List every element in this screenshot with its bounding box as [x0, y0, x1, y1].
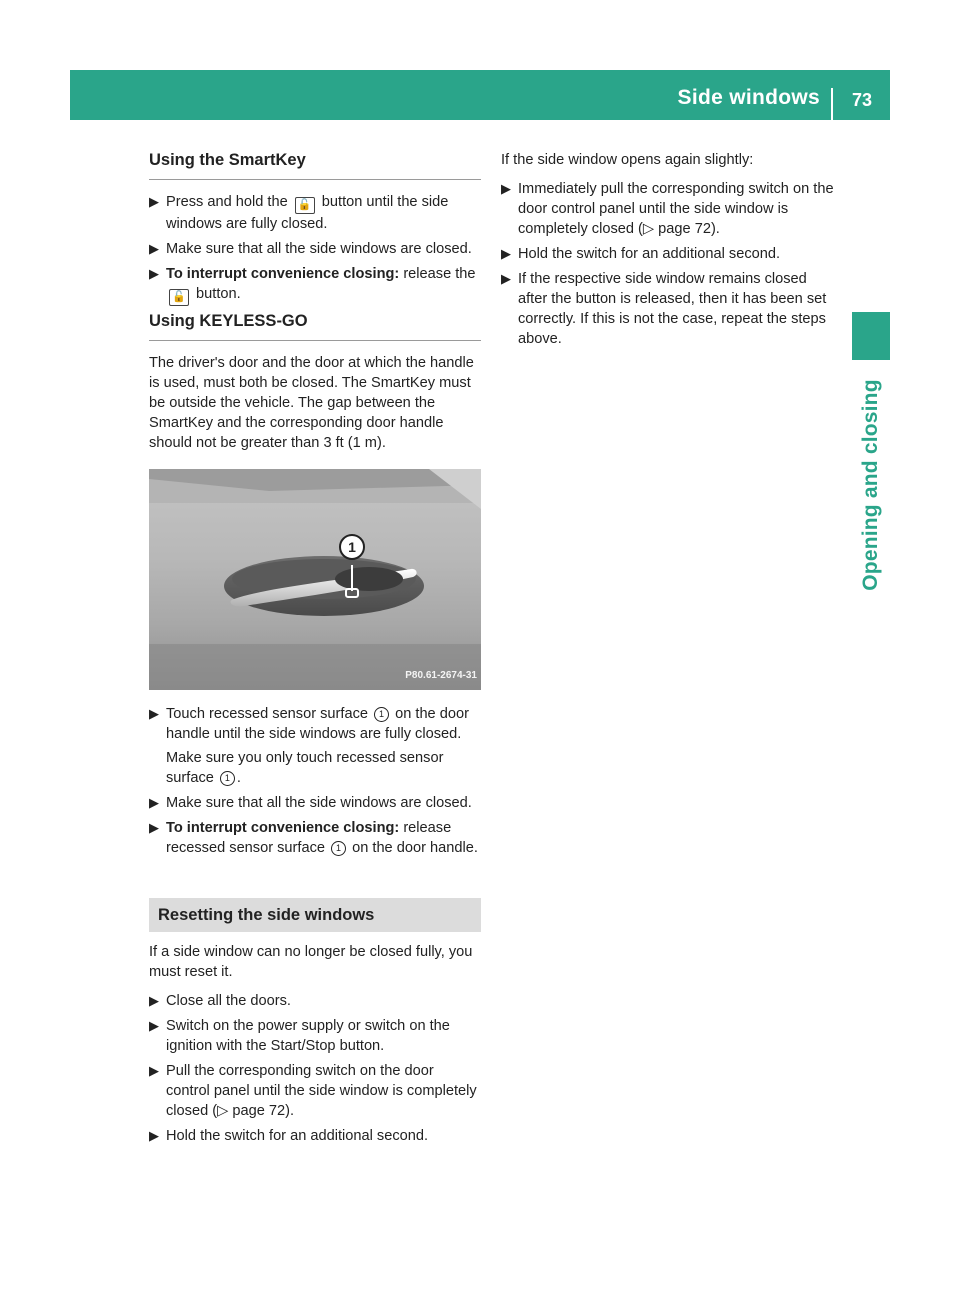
keyless-steps	[149, 704, 481, 858]
step-note	[166, 748, 481, 788]
reset-steps	[149, 991, 481, 1146]
left-column	[149, 150, 481, 1151]
step-bold-label: To interrupt convenience closing:	[166, 266, 400, 282]
page-title: Side windows	[677, 86, 820, 109]
chapter-tab	[852, 312, 890, 360]
arrow-bullet-icon: ▶	[149, 820, 159, 835]
list-item	[149, 192, 481, 234]
callout-1-icon: 1	[331, 841, 346, 856]
list-item	[149, 1016, 481, 1056]
step-text: Immediately pull the corresponding switch on the door control panel until the side window is completely closed (▷ page 72).	[518, 181, 834, 237]
step-text: button.	[192, 286, 241, 302]
list-item	[149, 1126, 481, 1146]
smartkey-steps	[149, 192, 481, 306]
callout-1-icon: 1	[374, 707, 389, 722]
step-text: Touch recessed sensor surface	[166, 706, 373, 722]
arrow-bullet-icon: ▶	[149, 1018, 159, 1033]
reset-intro: If a side window can no longer be closed fully, you must reset it.	[149, 944, 473, 980]
step-bold-label: To interrupt convenience closing:	[166, 820, 400, 836]
list-item	[149, 704, 481, 788]
list-item	[501, 269, 834, 349]
unlock-key-icon: 🔓	[169, 289, 189, 306]
list-item	[149, 793, 481, 813]
step-text: Close all the doors.	[166, 993, 291, 1009]
arrow-bullet-icon: ▶	[149, 194, 159, 209]
door-handle-illustration	[149, 469, 481, 690]
step-text: release the	[399, 266, 476, 282]
keyless-intro: The driver's door and the door at which the handle is used, must both be closed. The SmartKey must be outside the vehicle. The gap between the SmartKey and the corresponding door handle should not be greater than 3 ft (1 m).	[149, 355, 474, 451]
list-item	[501, 244, 834, 264]
arrow-bullet-icon: ▶	[149, 266, 159, 281]
callout-1-icon: 1	[220, 771, 235, 786]
arrow-bullet-icon: ▶	[501, 181, 511, 196]
page-number: 73	[851, 90, 872, 110]
arrow-bullet-icon: ▶	[149, 993, 159, 1008]
step-text: Hold the switch for an additional second.	[518, 246, 781, 262]
arrow-bullet-icon: ▶	[149, 706, 159, 721]
reset-heading: Resetting the side windows	[149, 898, 481, 932]
figure-callout: 1	[348, 539, 356, 555]
arrow-bullet-icon: ▶	[149, 1063, 159, 1078]
step-text: button until the side windows are fully closed.	[166, 194, 449, 232]
note-text: .	[236, 770, 241, 786]
unlock-key-icon: 🔓	[295, 197, 315, 214]
arrow-bullet-icon: ▶	[501, 246, 511, 261]
note-text: Make sure you only touch recessed sensor surface	[166, 750, 444, 786]
step-text: Hold the switch for an additional second.	[166, 1128, 429, 1144]
figure-code: P80.61-2674-31	[405, 670, 477, 681]
list-item	[149, 1061, 481, 1121]
step-text: Pull the corresponding switch on the door control panel until the side window is completely closed (▷ page 72).	[166, 1063, 477, 1119]
step-text: Make sure that all the side windows are closed.	[166, 241, 472, 257]
keyless-heading: Using KEYLESS-GO	[149, 311, 481, 341]
step-text: If the respective side window remains closed after the button is released, then it has been set correctly. If this is not the case, repeat the steps above.	[518, 271, 827, 347]
arrow-bullet-icon: ▶	[149, 795, 159, 810]
arrow-bullet-icon: ▶	[149, 241, 159, 256]
arrow-bullet-icon: ▶	[501, 271, 511, 286]
arrow-bullet-icon: ▶	[149, 1128, 159, 1143]
list-item	[149, 818, 481, 858]
list-item	[149, 264, 481, 306]
list-item	[501, 179, 834, 239]
step-text: Press and hold the	[166, 194, 292, 210]
right-intro: If the side window opens again slightly:	[501, 152, 754, 168]
step-text: Switch on the power supply or switch on the ignition with the Start/Stop button.	[166, 1018, 450, 1054]
list-item	[149, 991, 481, 1011]
step-text: release recessed sensor surface	[166, 820, 452, 856]
step-text: Make sure that all the side windows are closed.	[166, 795, 472, 811]
step-text: on the door handle.	[348, 840, 478, 856]
step-text: on the door handle until the side windows are fully closed.	[166, 706, 469, 742]
smartkey-heading: Using the SmartKey	[149, 150, 481, 180]
list-item	[149, 239, 481, 259]
right-steps	[501, 179, 834, 349]
chapter-label: Opening and closing	[859, 379, 882, 591]
page-header	[70, 70, 890, 120]
right-column	[501, 150, 834, 354]
header-divider	[831, 88, 833, 120]
door-handle-figure	[149, 469, 481, 690]
